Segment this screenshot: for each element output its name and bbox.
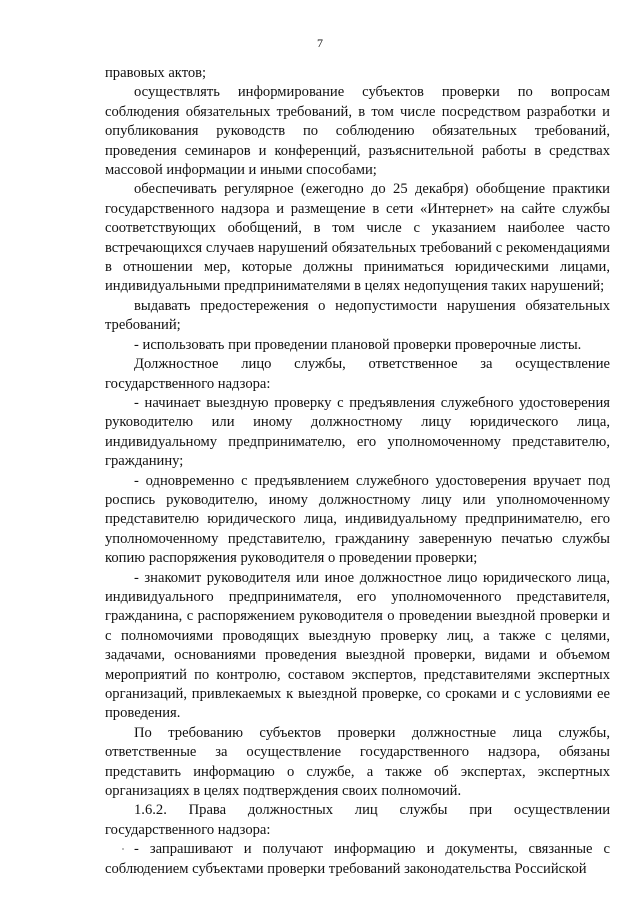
paragraph: - знакомит руководителя или иное должностное лицо юридического лица, индивидуального предпринимателя, его уполномоченного представителя, гражданина, с распоряжением руководителя о проведении выездной проверки и с полномочиями проводящих выездную проверку лиц, а также с целями, задачами, основаниями проведения выездной проверки, видами и объемом мероприятий по контролю, составом экспертов, представителями экспертных организаций, привлекаемых к выездной проверке, со сроками и с условиями ее проведения. xyxy=(105,569,610,722)
paragraph: 1.6.2. Права должностных лиц службы при осуществлении государственного надзора: xyxy=(105,802,610,838)
paragraph: правовых актов; xyxy=(105,65,207,81)
page-number: 7 xyxy=(317,36,323,50)
paragraph: - использовать при проведении плановой проверки проверочные листы. xyxy=(134,336,582,353)
paragraph: Должностное лицо службы, ответственное за осуществление государственного надзора: xyxy=(105,356,610,392)
paragraph: - запрашивают и получают информацию и документы, связанные с соблюдением субъектами проверки требований законодательства Российской xyxy=(105,841,610,877)
paragraph: обеспечивать регулярное (ежегодно до 25 декабря) обобщение практики государственного надзора и размещение в сети «Интернет» на сайте службы соответствующих обобщений, в том числе с указанием наиболее часто встречающихся случаев нарушений обязательных требований с рекомендациями в отношении мер, которые должны приниматься юридическими лицами, индивидуальными предпринимателями в целях недопущения таких нарушений; xyxy=(105,181,610,295)
scan-speck xyxy=(122,848,124,850)
paragraph: осуществлять информирование субъектов проверки по вопросам соблюдения обязательных требований, в том числе посредством разработки и опубликования руководств по соблюдению обязательных требований, проведения семинаров и конференций, разъяснительной работы в средствах массовой информации и иными способами; xyxy=(105,84,610,179)
paragraph: выдавать предостережения о недопустимости нарушения обязательных требований; xyxy=(105,297,610,334)
paragraph: - одновременно с предъявлением служебного удостоверения вручает под роспись руководителю, иному должностному лицу или уполномоченному представителю юридического лица, индивидуальному предпринимателю, его уполномоченному представителю, гражданину заверенную печатью службы копию распоряжения руководителя о проведении проверки; xyxy=(105,472,610,567)
paragraph: - начинает выездную проверку с предъявления служебного удостоверения руководителю или иному должностному лицу юридического лица, индивидуальному предпринимателю, его уполномоченному представителю, гражданину; xyxy=(105,394,610,470)
document-body xyxy=(105,64,610,879)
paragraph: По требованию субъектов проверки должностные лица службы, ответственные за осуществление государственного надзора, обязаны представить информацию о службе, а также об экспертах, экспертных организациях в целях подтверждения своих полномочий. xyxy=(105,724,610,800)
